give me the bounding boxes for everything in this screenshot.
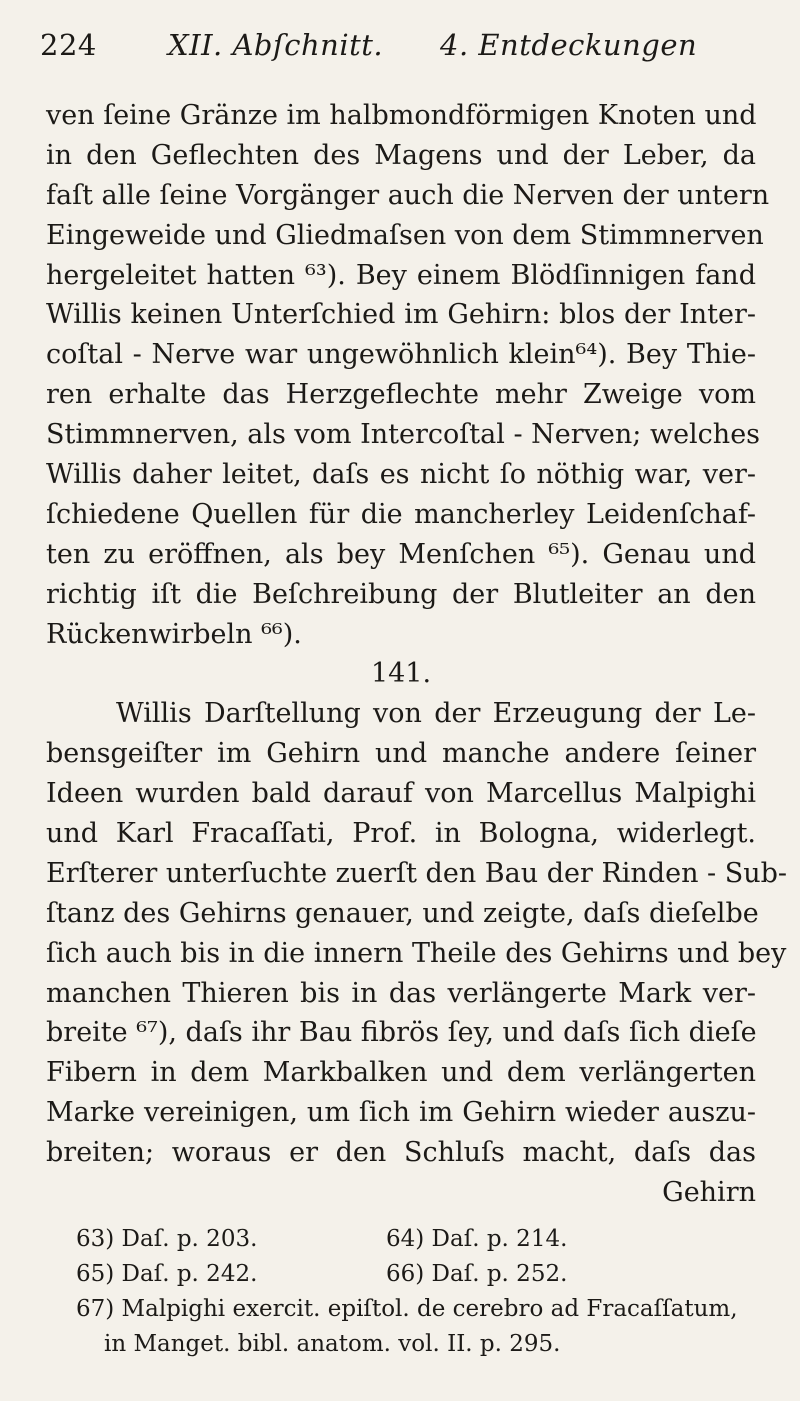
text-line: Willis keinen Unterſchied im Gehirn: blos der Inter- xyxy=(46,299,756,331)
text-line: ſtanz des Gehirns genauer, und zeigte, daſs dieſelbe xyxy=(46,897,759,929)
footnote-65: 65) Daſ. p. 242. xyxy=(76,1261,258,1287)
text-line: bensgeiſter im Gehirn und manche andere ſeiner xyxy=(46,738,756,770)
catchword: Gehirn xyxy=(662,1177,756,1209)
footnote-64: 64) Daſ. p. 214. xyxy=(386,1226,568,1252)
text-line: Rückenwirbeln ⁶⁶). xyxy=(46,618,302,650)
text-line: Erſterer unterſuchte zuerſt den Bau der Rinden - Sub- xyxy=(46,857,788,889)
text-line: Willis Darſtellung von der Erzeugung der Le- xyxy=(116,698,756,730)
text-line: hergeleitet hatten ⁶³). Bey einem Blödſinnigen fand xyxy=(46,259,756,291)
text-line: ſchiedene Quellen für die mancherley Leidenſchaf- xyxy=(46,498,756,530)
text-line: ten zu eröffnen, als bey Menſchen ⁶⁵). Genau und xyxy=(46,538,756,570)
body-text xyxy=(46,96,788,1213)
text-line: manchen Thieren bis in das verlängerte Mark ver- xyxy=(46,977,756,1009)
text-line: breiten; woraus er den Schluſs macht, daſs das xyxy=(46,1137,756,1169)
text-line: ren erhalte das Herzgeflechte mehr Zweige vom xyxy=(46,379,756,411)
paragraph-number: 141. xyxy=(370,658,432,690)
chapter-title: 4. Entdeckungen xyxy=(440,28,698,62)
footnote-66: 66) Daſ. p. 252. xyxy=(386,1261,568,1287)
footnote-row xyxy=(76,1257,766,1292)
text-line: Stimmnerven, als vom Intercoſtal - Nerven; welches xyxy=(46,419,761,451)
text-line: ven ſeine Gränze im halbmondförmigen Knoten und xyxy=(46,100,757,131)
section-heading: XII. Abſchnitt. xyxy=(168,28,384,62)
footnotes xyxy=(76,1222,766,1362)
footnote-row xyxy=(76,1222,766,1257)
footnote-67-continuation: in Manget. bibl. anatom. vol. II. p. 295. xyxy=(104,1331,561,1357)
text-line: faſt alle ſeine Vorgänger auch die Nerven der untern xyxy=(46,179,770,211)
text-line: Eingeweide und Gliedmaſsen von dem Stimmnerven xyxy=(46,219,764,251)
page-number: 224 xyxy=(40,28,97,62)
text-line: coſtal - Nerve war ungewöhnlich klein⁶⁴). Bey Thie- xyxy=(46,339,756,371)
text-line: Marke vereinigen, um ſich im Gehirn wieder auszu- xyxy=(46,1097,756,1129)
text-line: Fibern in dem Markbalken und dem verlängerten xyxy=(46,1057,756,1089)
text-line: und Karl Fracaſſati, Prof. in Bologna, widerlegt. xyxy=(46,818,756,850)
text-line: ſich auch bis in die innern Theile des Gehirns und bey xyxy=(46,937,787,969)
text-line: Ideen wurden bald darauf von Marcellus Malpighi xyxy=(46,778,756,810)
running-head xyxy=(40,28,760,68)
footnote-63: 63) Daſ. p. 203. xyxy=(76,1226,258,1252)
text-line: Willis daher leitet, daſs es nicht ſo nöthig war, ver- xyxy=(46,459,756,491)
text-line: in den Geflechten des Magens und der Leber, da xyxy=(46,139,756,171)
footnote-67: 67) Malpighi exercit. epiſtol. de cerebro ad Fracaſſatum, xyxy=(76,1296,738,1322)
text-line: breite ⁶⁷), daſs ihr Bau fibrös ſey, und daſs ſich dieſe xyxy=(46,1017,757,1049)
text-line: richtig iſt die Beſchreibung der Blutleiter an den xyxy=(46,578,756,610)
